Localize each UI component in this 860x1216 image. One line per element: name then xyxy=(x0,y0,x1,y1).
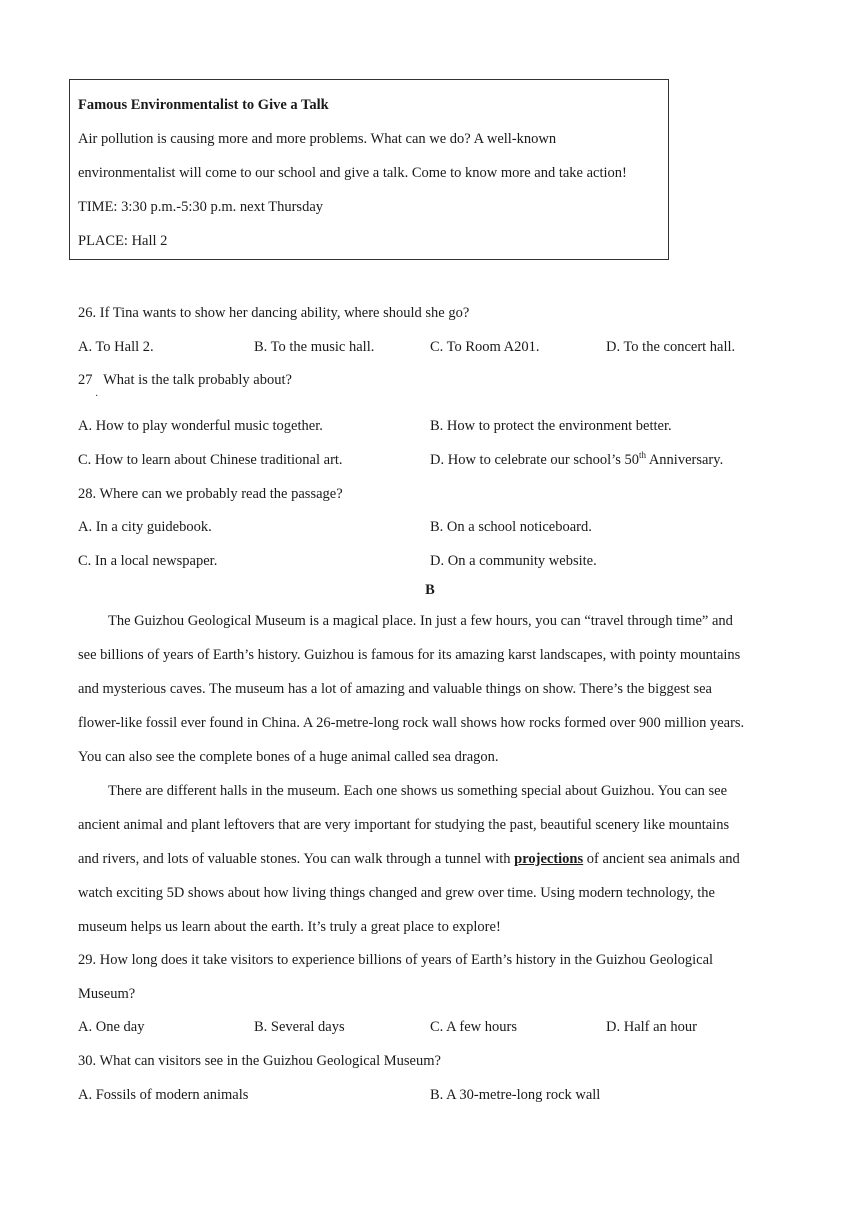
option-26-d: D. To the concert hall. xyxy=(606,339,736,355)
question-27-options-row-1 xyxy=(78,417,778,435)
option-28-a: A. In a city guidebook. xyxy=(78,519,212,535)
notice-title: Famous Environmentalist to Give a Talk xyxy=(78,97,329,113)
option-27-d xyxy=(430,451,723,469)
option-29-c: C. A few hours xyxy=(430,1019,517,1035)
option-27-d-suffix: Anniversary. xyxy=(646,452,724,468)
option-28-b: B. On a school noticeboard. xyxy=(430,519,592,535)
passage-p2-line-3-end: of ancient sea animals and xyxy=(583,851,740,867)
question-28-options-row-2 xyxy=(78,552,778,570)
option-30-a: A. Fossils of modern animals xyxy=(78,1087,249,1103)
option-26-c: C. To Room A201. xyxy=(430,339,540,355)
question-29-options xyxy=(78,1018,778,1036)
notice-time: TIME: 3:30 p.m.-5:30 p.m. next Thursday xyxy=(78,199,323,215)
option-27-d-superscript: th xyxy=(639,450,647,461)
option-30-b: B. A 30-metre-long rock wall xyxy=(430,1087,601,1103)
passage-p2-line-5: museum helps us learn about the earth. It’s truly a great place to explore! xyxy=(78,919,501,935)
passage-paragraph-2 xyxy=(78,774,778,944)
option-29-b: B. Several days xyxy=(254,1019,345,1035)
passage-p1-line-3: and mysterious caves. The museum has a lot of amazing and valuable things on show. There’s the biggest sea xyxy=(78,681,712,697)
passage-p1-line-5: You can also see the complete bones of a huge animal called sea dragon. xyxy=(78,749,499,765)
question-27-options-row-2 xyxy=(78,451,778,469)
notice-box xyxy=(69,79,669,260)
passage-p1-line-1: The Guizhou Geological Museum is a magical place. In just a few hours, you can “travel through time” and xyxy=(108,613,733,629)
notice-text-line-1: Air pollution is causing more and more problems. What can we do? A well-known xyxy=(78,131,557,147)
passage-p2-line-2: ancient animal and plant leftovers that are very important for studying the past, beautiful scenery like mountains xyxy=(78,817,730,833)
question-29-line-2: Museum? xyxy=(78,986,136,1002)
option-27-c: C. How to learn about Chinese traditional art. xyxy=(78,452,343,468)
option-27-b: B. How to protect the environment better. xyxy=(430,418,672,434)
question-27-dot-mark: · xyxy=(95,391,99,402)
passage-p2-line-3-start: and rivers, and lots of valuable stones. You can walk through a tunnel with xyxy=(78,851,515,867)
option-26-a: A. To Hall 2. xyxy=(78,339,154,355)
question-26-options xyxy=(78,338,778,356)
question-28: 28. Where can we probably read the passage? xyxy=(78,486,343,502)
keyword-projections: projections xyxy=(514,851,584,867)
question-29-line-1: 29. How long does it take visitors to experience billions of years of Earth’s history in the Guizhou Geological xyxy=(78,952,714,968)
question-30: 30. What can visitors see in the Guizhou Geological Museum? xyxy=(78,1053,441,1069)
option-28-c: C. In a local newspaper. xyxy=(78,553,218,569)
option-26-b: B. To the music hall. xyxy=(254,339,375,355)
passage-p2-line-1: There are different halls in the museum. Each one shows us something special about Guizhou. You can see xyxy=(108,783,728,799)
question-27: 27 What is the talk probably about? xyxy=(78,372,292,388)
section-heading-b: B xyxy=(425,582,435,598)
passage-p1-line-2: see billions of years of Earth’s history. Guizhou is famous for its amazing karst landscapes, with pointy mountains xyxy=(78,647,741,663)
question-26: 26. If Tina wants to show her dancing ability, where should she go? xyxy=(78,305,470,321)
option-28-d: D. On a community website. xyxy=(430,553,597,569)
question-30-options xyxy=(78,1086,778,1104)
question-28-options-row-1 xyxy=(78,518,778,536)
notice-text-line-2: environmentalist will come to our school and give a talk. Come to know more and take action! xyxy=(78,165,627,181)
option-29-d: D. Half an hour xyxy=(606,1019,698,1035)
passage-p1-line-4: flower-like fossil ever found in China. A 26-metre-long rock wall shows how rocks formed over 900 million years. xyxy=(78,715,745,731)
passage-p2-line-4: watch exciting 5D shows about how living things changed and grew over time. Using modern technology, the xyxy=(78,885,715,901)
passage-paragraph-1 xyxy=(78,604,778,774)
notice-place: PLACE: Hall 2 xyxy=(78,233,168,249)
option-27-d-text: D. How to celebrate our school’s 50 xyxy=(430,452,639,468)
passage-p2-line-3 xyxy=(78,842,778,876)
option-27-a: A. How to play wonderful music together. xyxy=(78,418,323,434)
option-29-a: A. One day xyxy=(78,1019,145,1035)
